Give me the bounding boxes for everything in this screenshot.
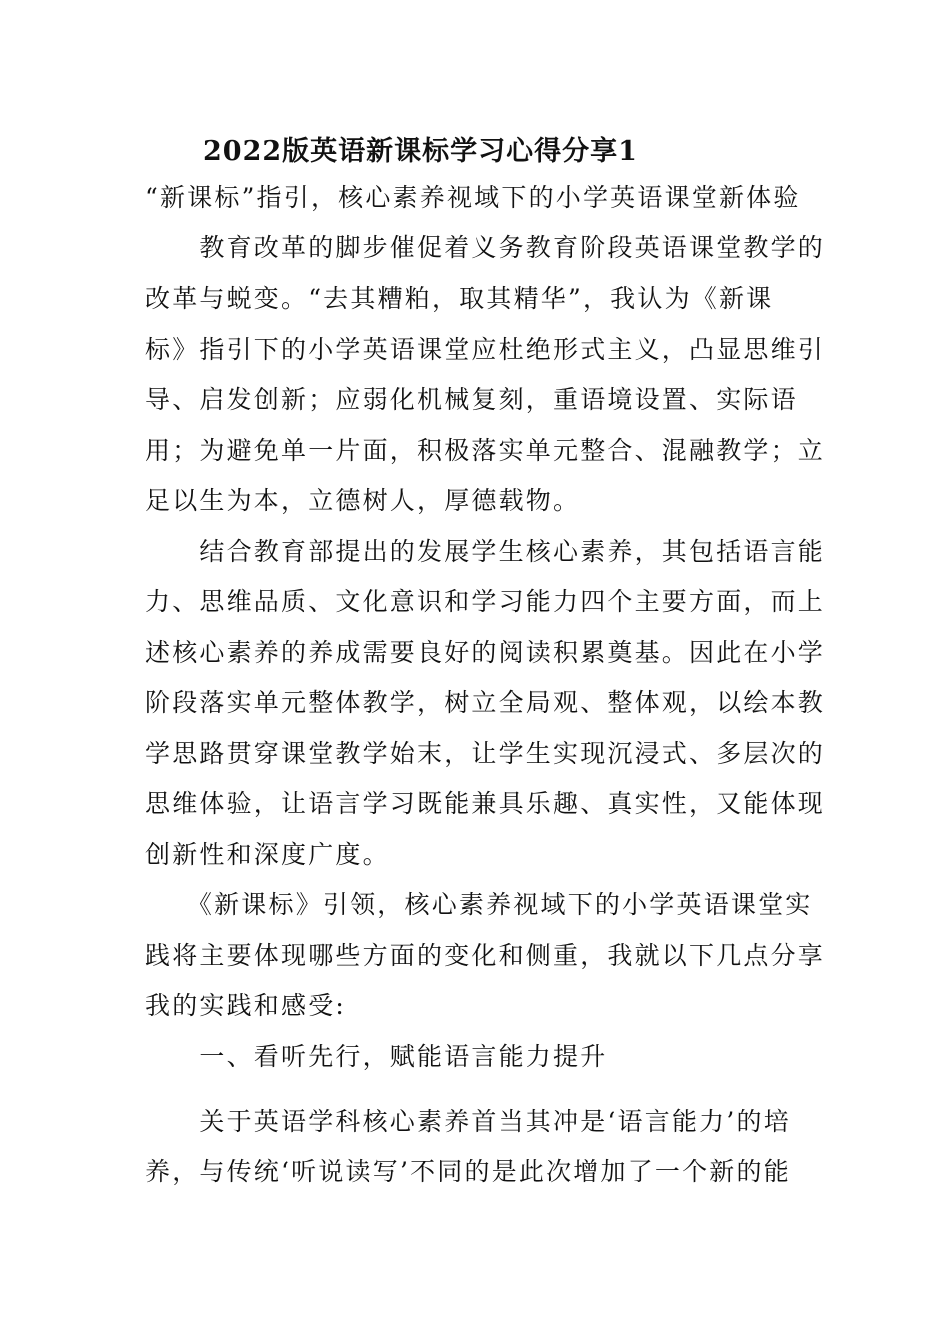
paragraph-line: 述核心素养的养成需要良好的阅读积累奠基。因此在小学	[145, 638, 826, 667]
paragraph-line: 关于英语学科核心素养首当其冲是‘语言能力’的培	[145, 1107, 791, 1136]
paragraph-line: 改革与蜕变。“去其糟粕，取其精华”，我认为《新课	[145, 284, 774, 313]
subtitle-line: “新课标”指引，核心素养视域下的小学英语课堂新体验	[145, 183, 801, 212]
paragraph-line: 标》指引下的小学英语课堂应杜绝形式主义，凸显思维引	[145, 335, 826, 364]
paragraph-line: 结合教育部提出的发展学生核心素养，其包括语言能	[145, 537, 826, 566]
paragraph-line: 教育改革的脚步催促着义务教育阶段英语课堂教学的	[145, 233, 826, 262]
paragraph-line: 践将主要体现哪些方面的变化和侧重，我就以下几点分享	[145, 941, 826, 970]
paragraph-line: 思维体验，让语言学习既能兼具乐趣、真实性，又能体现	[145, 789, 826, 818]
paragraph-line: 我的实践和感受:	[145, 991, 347, 1020]
paragraph-line: 养，与传统‘听说读写’不同的是此次增加了一个新的能	[145, 1157, 791, 1186]
paragraph-line: 学思路贯穿课堂教学始末，让学生实现沉浸式、多层次的	[145, 739, 826, 768]
section-heading: 一、看听先行，赋能语言能力提升	[145, 1042, 608, 1071]
paragraph-line: 用；为避免单一片面，积极落实单元整合、混融教学；立	[145, 436, 826, 465]
paragraph-line: 阶段落实单元整体教学，树立全局观、整体观，以绘本教	[145, 688, 826, 717]
paragraph-line: 力、思维品质、文化意识和学习能力四个主要方面，而上	[145, 587, 826, 616]
paragraph-line: 足以生为本，立德树人，厚德载物。	[145, 486, 581, 515]
document-title: 2022版英语新课标学习心得分享1	[203, 136, 638, 167]
paragraph-line: 《新课标》引领，核心素养视域下的小学英语课堂实	[145, 890, 813, 919]
paragraph-line: 创新性和深度广度。	[145, 840, 390, 869]
paragraph-line: 导、启发创新；应弱化机械复刻，重语境设置、实际语	[145, 385, 798, 414]
